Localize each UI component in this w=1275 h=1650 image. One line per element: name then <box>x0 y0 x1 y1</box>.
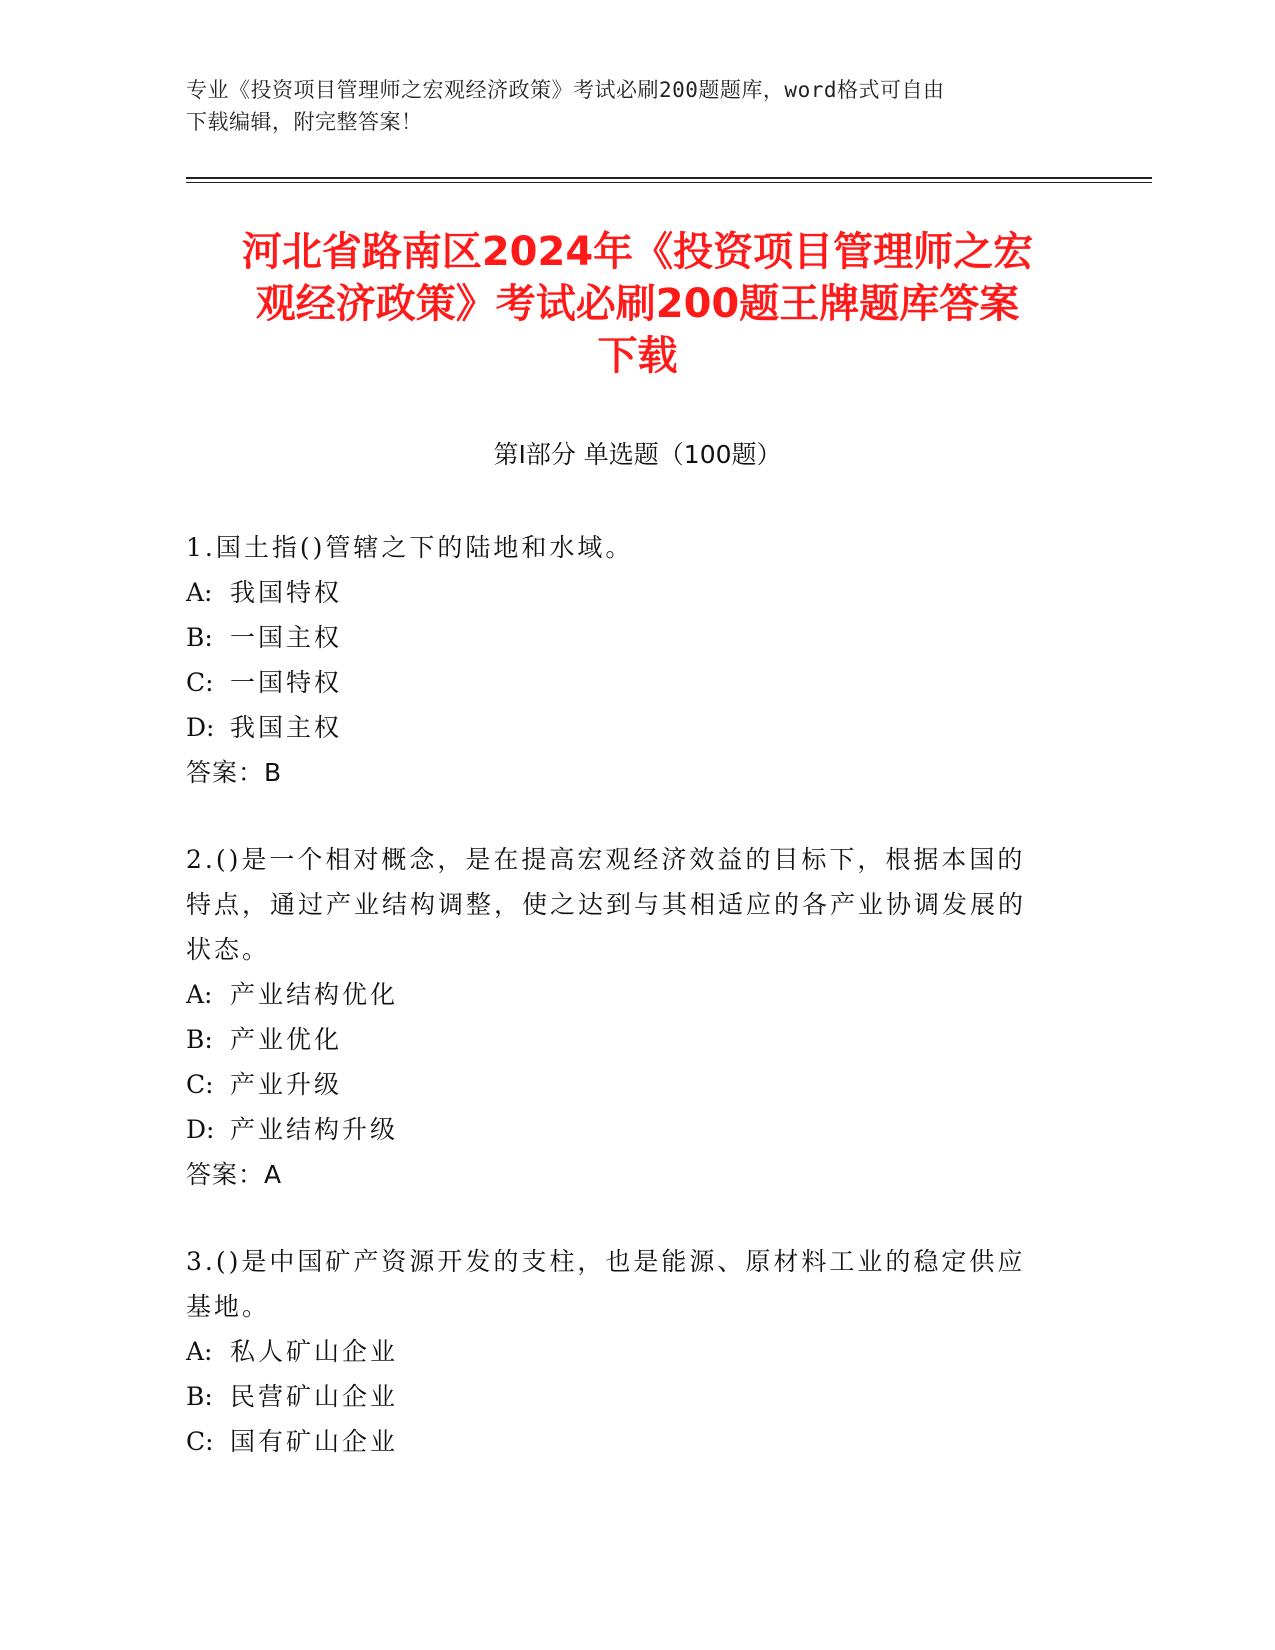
option-letter: A: <box>186 1337 213 1366</box>
document-title <box>150 226 1125 382</box>
option-text: 产业结构升级 <box>230 1115 399 1144</box>
section-heading: 第Ⅰ部分 单选题（100题） <box>493 440 782 469</box>
option-d <box>186 705 1066 750</box>
question-stem <box>186 1239 1066 1329</box>
question-stem-line: 特点，通过产业结构调整，使之达到与其相适应的各产业协调发展的 <box>186 890 1027 919</box>
title-line: 观经济政策》考试必刷200题王牌题库答案 <box>255 281 1020 327</box>
option-b <box>186 1017 1066 1062</box>
option-letter: C: <box>186 1070 214 1099</box>
answer-line: 答案：B <box>186 758 283 787</box>
option-d <box>186 1107 1066 1152</box>
option-text: 产业结构优化 <box>230 980 399 1009</box>
answer-line: 答案：A <box>186 1160 283 1189</box>
header-note-line: 专业《投资项目管理师之宏观经济政策》考试必刷200题题库，word格式可自由 <box>186 78 945 102</box>
title-line: 河北省路南区2024年《投资项目管理师之宏 <box>241 229 1034 275</box>
option-a <box>186 1329 1066 1374</box>
option-text: 我国主权 <box>230 713 343 742</box>
title-line: 下载 <box>597 333 678 379</box>
option-text: 国有矿山企业 <box>230 1427 399 1456</box>
option-text: 产业升级 <box>230 1070 343 1099</box>
option-letter: D: <box>186 1115 215 1144</box>
option-text: 民营矿山企业 <box>230 1382 399 1411</box>
question-list <box>186 525 1066 1506</box>
option-a <box>186 972 1066 1017</box>
option-c <box>186 660 1066 705</box>
option-letter: B: <box>186 623 213 652</box>
option-text: 一国主权 <box>230 623 343 652</box>
option-text: 一国特权 <box>230 668 343 697</box>
option-letter: C: <box>186 1427 214 1456</box>
question-item <box>186 525 1066 795</box>
question-stem-line: 3.()是中国矿产资源开发的支柱，也是能源、原材料工业的稳定供应 <box>186 1247 1026 1276</box>
option-letter: A: <box>186 980 213 1009</box>
option-text: 产业优化 <box>230 1025 343 1054</box>
header-divider-thin <box>186 182 1152 183</box>
header-note-line: 下载编辑，附完整答案！ <box>186 110 423 134</box>
question-stem-line: 1.国土指()管辖之下的陆地和水域。 <box>186 533 634 562</box>
option-letter: B: <box>186 1025 213 1054</box>
question-stem <box>186 837 1066 972</box>
option-c <box>186 1062 1066 1107</box>
question-stem <box>186 525 1066 570</box>
option-text: 我国特权 <box>230 578 343 607</box>
option-c <box>186 1419 1066 1464</box>
option-text: 私人矿山企业 <box>230 1337 399 1366</box>
option-b <box>186 615 1066 660</box>
option-letter: D: <box>186 713 215 742</box>
question-stem-line: 状态。 <box>186 935 271 964</box>
question-item <box>186 837 1066 1197</box>
option-a <box>186 570 1066 615</box>
header-note <box>186 74 1086 138</box>
question-stem-line: 2.()是一个相对概念，是在提高宏观经济效益的目标下，根据本国的 <box>186 845 1026 874</box>
option-letter: C: <box>186 668 214 697</box>
option-b <box>186 1374 1066 1419</box>
header-divider-thick <box>186 177 1152 179</box>
option-letter: A: <box>186 578 213 607</box>
question-stem-line: 基地。 <box>186 1292 271 1321</box>
question-item <box>186 1239 1066 1464</box>
option-letter: B: <box>186 1382 213 1411</box>
